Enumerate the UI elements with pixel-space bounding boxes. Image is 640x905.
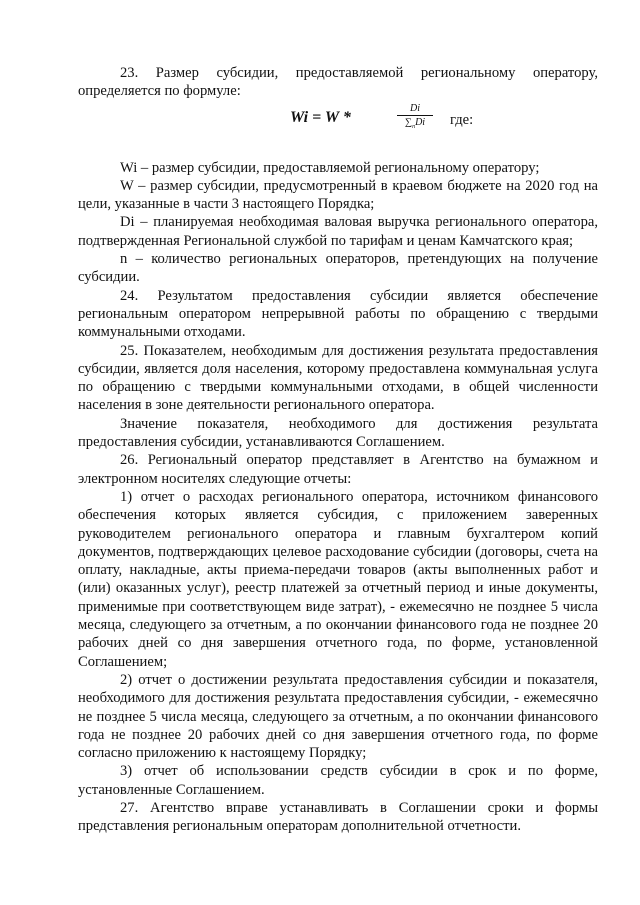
paragraph-23: 23. Размер субсидии, предоставляемой региональному оператору, определяется по формуле:: [78, 65, 598, 100]
spacer: [78, 143, 598, 159]
definition-di: Di – планируемая необходимая валовая выручка регионального оператора, подтвержденная Региональной службой по тарифам и ценам Камчатского края;: [78, 214, 598, 249]
denominator-variable: Di: [415, 116, 426, 128]
paragraph-27: 27. Агентство вправе устанавливать в Соглашении сроки и формы представления региональным операторам дополнительной отчетности.: [78, 799, 598, 835]
formula-lhs: Wi = W *: [290, 108, 351, 126]
formula-fraction: [397, 103, 433, 133]
formula-denominator: [397, 116, 433, 133]
document-page: [78, 64, 598, 836]
report-item-3: 3) отчет об использовании средств субсидии в срок и по форме, установленные Соглашением.: [78, 763, 598, 798]
definition-n: n – количество региональных операторов, претендующих на получение субсидии.: [78, 251, 598, 286]
paragraph-26: 26. Региональный оператор представляет в Агентство на бумажном и электронном носителях следующие отчеты:: [78, 452, 598, 487]
subsidy-formula: [78, 103, 598, 143]
report-item-1: 1) отчет о расходах регионального оператора, источником финансового обеспечения которых является субсидия, с приложением заверенных руководителем регионального оператора и главным бухгалтером копий документов, подтверждающих целевое расходование субсидии (договоры, счета на оплату, накладные, акты приема-передачи товаров (акты выполненных работ и (или) оказанных услуг), реестр платежей за отчетный период и иные документы, применимые при соответствующем виде затрат), - ежемесячно не позднее 5 числа месяца, следующего за отчетным, а по окончании финансового года не позднее 20 рабочих дней со дня завершения отчетного года, по форме, установленной Соглашением;: [78, 488, 598, 670]
formula-numerator: Di: [397, 103, 433, 116]
definition-w: W – размер субсидии, предусмотренный в краевом бюджете на 2020 год на цели, указанные в части 3 настоящего Порядка;: [78, 177, 598, 213]
paragraph-indicator-value: Значение показателя, необходимого для достижения результата предоставления субсидии, устанавливаются Соглашением.: [78, 415, 598, 451]
sum-subscript: n: [412, 123, 416, 130]
report-item-2: 2) отчет о достижении результата предоставления субсидии и показателя, необходимого для достижения результата предоставления субсидии, - ежемесячно не позднее 5 числа месяца, следующего за отчетным, а по окончании финансового года не позднее 20 рабочих дней со дня завершения отчетного года, по форме согласно приложению к настоящему Порядку;: [78, 671, 598, 762]
formula-where: где:: [450, 111, 474, 128]
definition-wi: Wi – размер субсидии, предоставляемой региональному оператору;: [120, 159, 540, 176]
paragraph-25: 25. Показателем, необходимым для достижения результата предоставления субсидии, является доля населения, которому предоставлена коммунальная услуга по обращению с твердыми коммунальными отходами, в общей численности населения в зоне деятельности регионального оператора.: [78, 342, 598, 414]
sum-symbol: ∑: [404, 116, 413, 128]
paragraph-24: 24. Результатом предоставления субсидии является обеспечение региональным оператором непрерывной работы по обращению с твердыми коммунальными отходами.: [78, 287, 598, 341]
